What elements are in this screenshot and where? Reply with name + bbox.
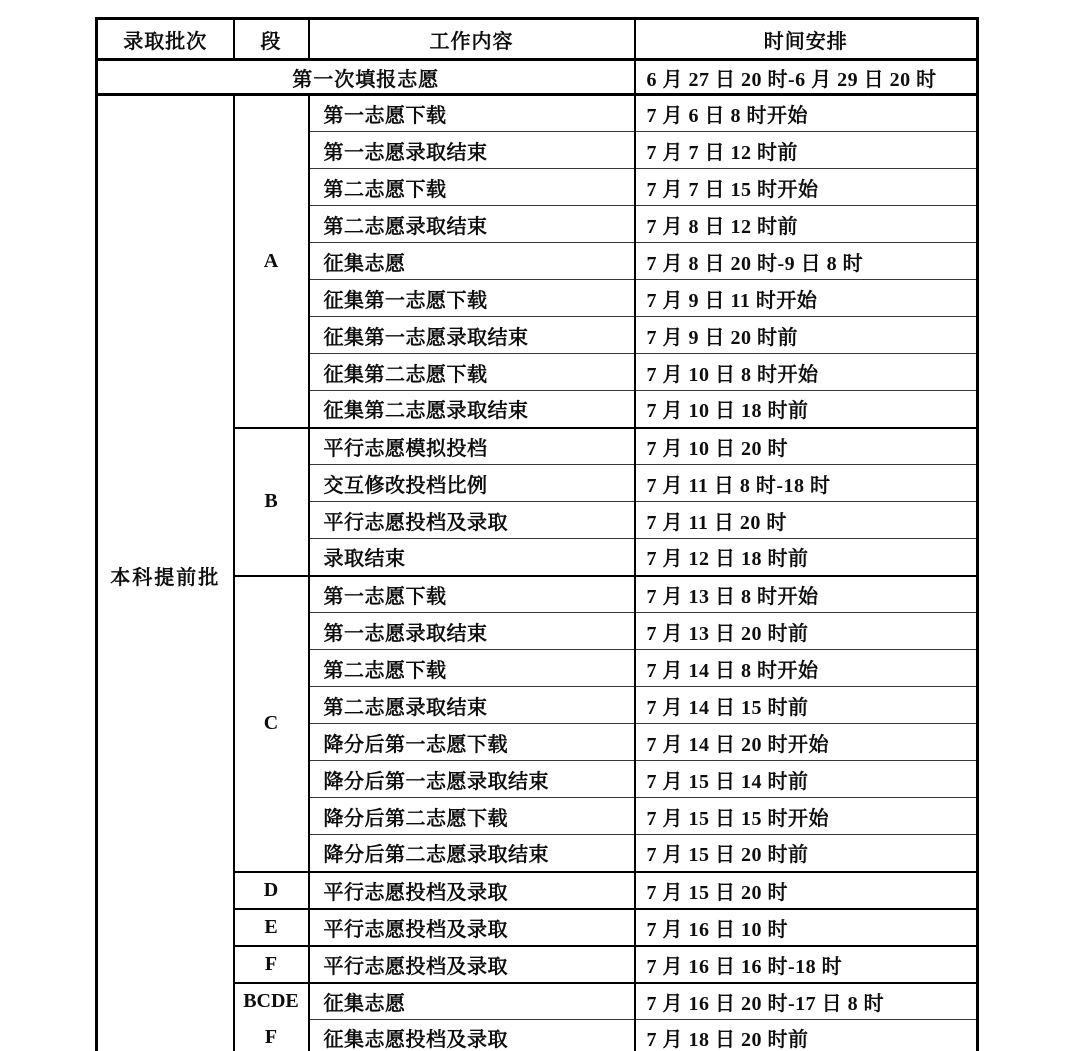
task-cell: 降分后第二志愿下载 (309, 798, 635, 835)
segment-label-a: A (234, 95, 309, 428)
task-cell: 征集志愿 (309, 983, 635, 1020)
time-cell: 7 月 11 日 20 时 (635, 502, 978, 539)
task-cell: 第一志愿录取结束 (309, 132, 635, 169)
time-cell: 7 月 6 日 8 时开始 (635, 95, 978, 132)
task-cell: 录取结束 (309, 539, 635, 576)
time-cell: 7 月 8 日 12 时前 (635, 206, 978, 243)
header-time: 时间安排 (635, 19, 978, 60)
segment-label-c: C (234, 576, 309, 872)
time-cell: 7 月 15 日 20 时 (635, 872, 978, 909)
task-cell: 交互修改投档比例 (309, 465, 635, 502)
task-cell: 平行志愿投档及录取 (309, 946, 635, 983)
task-cell: 第二志愿下载 (309, 169, 635, 206)
first-fill-label: 第一次填报志愿 (97, 60, 635, 95)
task-cell: 第二志愿录取结束 (309, 206, 635, 243)
segment-label-f2: F (234, 1020, 309, 1051)
task-cell: 征集志愿投档及录取 (309, 1020, 635, 1051)
segment-label-b: B (234, 428, 309, 576)
time-cell: 7 月 11 日 8 时-18 时 (635, 465, 978, 502)
time-cell: 7 月 12 日 18 时前 (635, 539, 978, 576)
table-row (97, 95, 978, 132)
time-cell: 7 月 15 日 15 时开始 (635, 798, 978, 835)
task-cell: 第二志愿录取结束 (309, 687, 635, 724)
first-fill-row (97, 60, 978, 95)
task-cell: 降分后第一志愿下载 (309, 724, 635, 761)
time-cell: 7 月 16 日 16 时-18 时 (635, 946, 978, 983)
header-segment: 段 (234, 19, 309, 60)
time-cell: 7 月 13 日 20 时前 (635, 613, 978, 650)
admission-schedule-table (95, 17, 979, 1051)
segment-label-e: E (234, 909, 309, 946)
header-batch: 录取批次 (97, 19, 234, 60)
task-cell: 征集第一志愿录取结束 (309, 317, 635, 354)
task-cell: 平行志愿模拟投档 (309, 428, 635, 465)
time-cell: 7 月 14 日 8 时开始 (635, 650, 978, 687)
task-cell: 第一志愿下载 (309, 95, 635, 132)
time-cell: 7 月 10 日 18 时前 (635, 391, 978, 428)
task-cell: 第二志愿下载 (309, 650, 635, 687)
time-cell: 7 月 15 日 20 时前 (635, 835, 978, 872)
task-cell: 平行志愿投档及录取 (309, 502, 635, 539)
time-cell: 7 月 8 日 20 时-9 日 8 时 (635, 243, 978, 280)
task-cell: 第一志愿录取结束 (309, 613, 635, 650)
time-cell: 7 月 7 日 15 时开始 (635, 169, 978, 206)
time-cell: 7 月 10 日 8 时开始 (635, 354, 978, 391)
time-cell: 7 月 18 日 20 时前 (635, 1020, 978, 1051)
task-cell: 征集第二志愿下载 (309, 354, 635, 391)
segment-label-bcde: BCDE (234, 983, 309, 1020)
header-task: 工作内容 (309, 19, 635, 60)
task-cell: 降分后第一志愿录取结束 (309, 761, 635, 798)
task-cell: 征集志愿 (309, 243, 635, 280)
task-cell: 降分后第二志愿录取结束 (309, 835, 635, 872)
header-row (97, 19, 978, 60)
task-cell: 征集第二志愿录取结束 (309, 391, 635, 428)
batch-cell: 本科提前批 (97, 95, 234, 1051)
segment-label-f: F (234, 946, 309, 983)
task-cell: 第一志愿下载 (309, 576, 635, 613)
time-cell: 7 月 16 日 20 时-17 日 8 时 (635, 983, 978, 1020)
time-cell: 7 月 14 日 20 时开始 (635, 724, 978, 761)
time-cell: 7 月 7 日 12 时前 (635, 132, 978, 169)
segment-label-d: D (234, 872, 309, 909)
task-cell: 平行志愿投档及录取 (309, 872, 635, 909)
time-cell: 7 月 9 日 11 时开始 (635, 280, 978, 317)
time-cell: 7 月 16 日 10 时 (635, 909, 978, 946)
task-cell: 平行志愿投档及录取 (309, 909, 635, 946)
task-cell: 征集第一志愿下载 (309, 280, 635, 317)
first-fill-time: 6 月 27 日 20 时-6 月 29 日 20 时 (635, 60, 978, 95)
time-cell: 7 月 13 日 8 时开始 (635, 576, 978, 613)
time-cell: 7 月 9 日 20 时前 (635, 317, 978, 354)
time-cell: 7 月 10 日 20 时 (635, 428, 978, 465)
time-cell: 7 月 14 日 15 时前 (635, 687, 978, 724)
time-cell: 7 月 15 日 14 时前 (635, 761, 978, 798)
